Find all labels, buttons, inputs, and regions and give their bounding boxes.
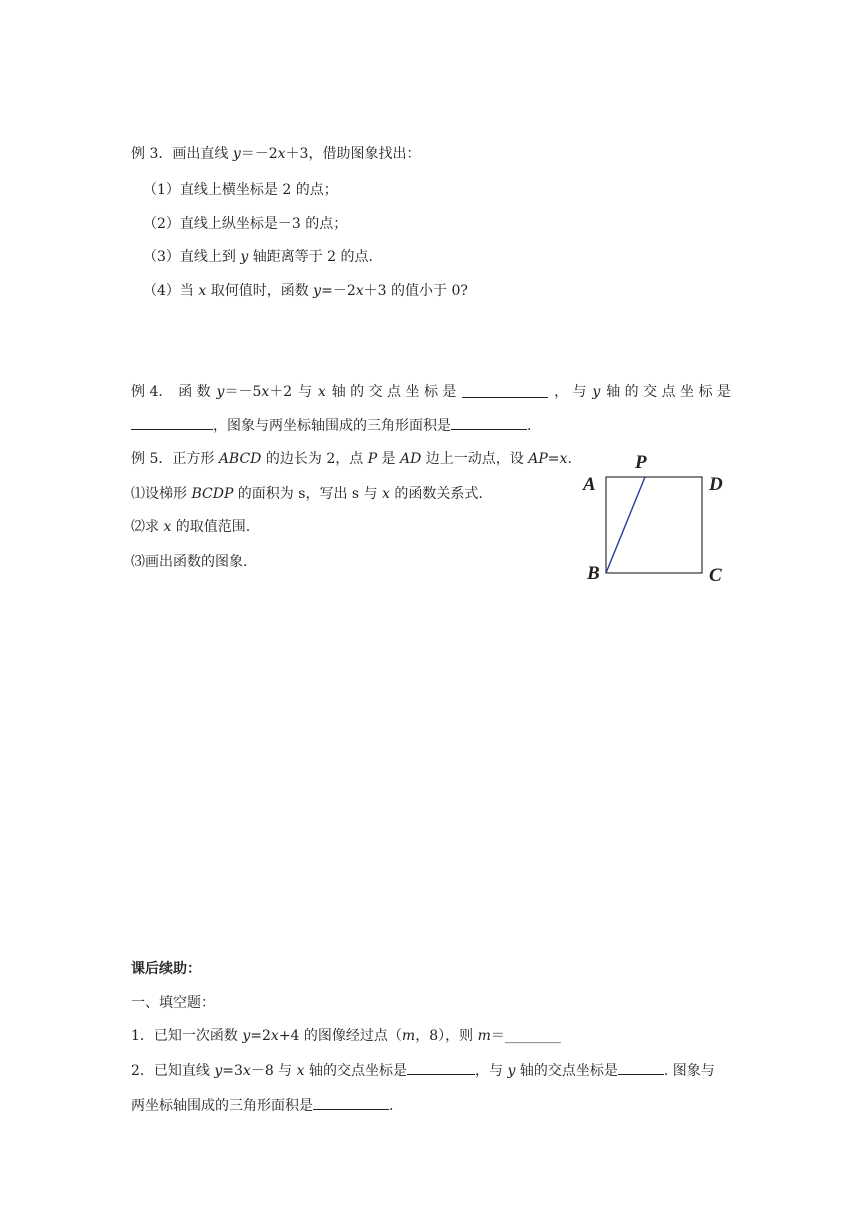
label-d: D <box>709 474 723 495</box>
ex3-item-2: （2）直线上纵坐标是－3 的点； <box>143 216 348 232</box>
label-c: C <box>709 565 722 586</box>
homework-title: 课后续助： <box>131 961 201 977</box>
homework-q2-line-2: 两坐标轴围成的三角形面积是 . <box>131 1095 393 1115</box>
ex3-item-1: （1）直线上横坐标是 2 的点； <box>143 182 338 198</box>
ex5-q2: ⑵求 x 的取值范围. <box>131 519 251 535</box>
ex5-q1: ⑴设梯形 BCDP 的面积为 s，写出 s 与 x 的函数关系式. <box>131 486 483 502</box>
homework-q1: 1．已知一次函数 y=2x+4 的图像经过点（m，8），则 m＝________ <box>131 1028 561 1044</box>
ex3-item-3: （3）直线上到 y 轴距离等于 2 的点． <box>143 249 383 265</box>
homework-q2-line-1: 2．已知直线 y=3x－8 与 x 轴的交点坐标是 ，与 y 轴的交点坐标是 . 图象与 <box>131 1060 715 1080</box>
homework-section: 一、填空题： <box>131 995 215 1011</box>
ex5-q3: ⑶画出函数的图象. <box>131 554 248 570</box>
homework-q2-blank-1[interactable] <box>407 1060 475 1075</box>
square-abcd <box>606 477 702 573</box>
homework-q2-blank-3[interactable] <box>313 1095 389 1110</box>
ex4-line-2: ，图象与两坐标轴围成的三角形面积是 . <box>131 415 531 435</box>
label-a: A <box>583 474 596 495</box>
ex5-title: 例 5．正方形 ABCD 的边长为 2，点 P 是 AD 边上一动点，设 AP=x. <box>131 451 572 467</box>
label-b: B <box>587 563 600 584</box>
ex3-title: 例 3．画出直线 y＝－2x＋3，借助图象找出： <box>131 146 421 162</box>
label-p: P <box>635 452 647 473</box>
homework-q2-blank-2[interactable] <box>618 1060 664 1075</box>
segment-bp <box>606 477 645 573</box>
ex3-item-4: （4）当 x 取何值时，函数 y=－2x＋3 的值小于 0? <box>143 283 468 299</box>
ex4-line-1: 例 4． 函 数 y＝－5x＋2 与 x 轴 的 交 点 坐 标 是 ， 与 y 轴 的 交 点 坐 标 是 <box>131 384 731 400</box>
